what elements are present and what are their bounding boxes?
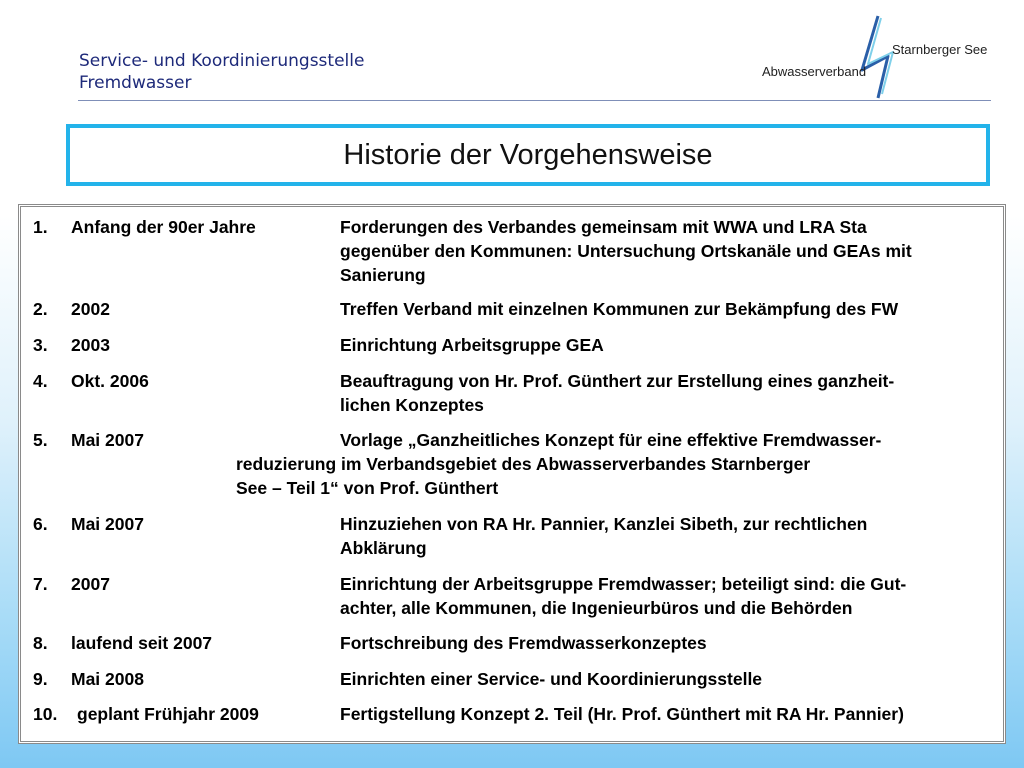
lightning-wave-logo-icon bbox=[848, 12, 908, 102]
item-number: 7. bbox=[33, 574, 48, 594]
item-description-line: achter, alle Kommunen, die Ingenieurbüros und die Behörden bbox=[340, 598, 853, 618]
item-description-line: Einrichtung Arbeitsgruppe GEA bbox=[340, 335, 604, 355]
item-number: 10. bbox=[33, 704, 58, 724]
item-description-line: Fertigstellung Konzept 2. Teil (Hr. Prof. Günthert mit RA Hr. Pannier) bbox=[340, 704, 904, 724]
item-date: 2007 bbox=[71, 574, 110, 594]
item-description bbox=[340, 333, 995, 357]
item-description-line: Hinzuziehen von RA Hr. Pannier, Kanzlei Sibeth, zur rechtlichen bbox=[340, 514, 868, 534]
item-description-line: Abklärung bbox=[340, 538, 427, 558]
item-number: 6. bbox=[33, 514, 48, 534]
item-description bbox=[340, 631, 995, 655]
item-description bbox=[340, 369, 995, 417]
item-number: 2. bbox=[33, 299, 48, 319]
item-description bbox=[340, 667, 995, 691]
item-description-line: Beauftragung von Hr. Prof. Günthert zur Erstellung eines ganzheit- bbox=[340, 371, 895, 391]
item-description-line: reduzierung im Verbandsgebiet des Abwasserverbandes Starnberger bbox=[236, 454, 811, 474]
slide-title-box bbox=[66, 124, 990, 186]
item-date: laufend seit 2007 bbox=[71, 633, 213, 653]
item-date: Mai 2008 bbox=[71, 669, 144, 689]
item-date: Mai 2007 bbox=[71, 430, 144, 450]
item-description bbox=[340, 572, 995, 620]
item-date: 2003 bbox=[71, 335, 110, 355]
item-date: Anfang der 90er Jahre bbox=[71, 217, 256, 237]
item-description bbox=[340, 215, 995, 287]
item-number: 5. bbox=[33, 430, 48, 450]
item-date: Mai 2007 bbox=[71, 514, 144, 534]
organization-title bbox=[79, 50, 364, 94]
organization-title-line2: Fremdwasser bbox=[79, 73, 192, 93]
item-description bbox=[340, 297, 995, 321]
item-description-line: See – Teil 1“ von Prof. Günthert bbox=[236, 478, 499, 498]
item-description-line: Sanierung bbox=[340, 265, 426, 285]
item-description-line: Einrichtung der Arbeitsgruppe Fremdwasser; beteiligt sind: die Gut- bbox=[340, 574, 907, 594]
item-number: 4. bbox=[33, 371, 48, 391]
item-description-line: Forderungen des Verbandes gemeinsam mit WWA und LRA Sta bbox=[340, 217, 867, 237]
item-date: Okt. 2006 bbox=[71, 371, 149, 391]
item-number: 3. bbox=[33, 335, 48, 355]
item-description-line: lichen Konzeptes bbox=[340, 395, 484, 415]
item-description-continuation bbox=[236, 452, 810, 500]
item-description bbox=[340, 428, 995, 452]
slide-title: Historie der Vorgehensweise bbox=[343, 139, 713, 171]
item-number: 9. bbox=[33, 669, 48, 689]
item-description-line: Fortschreibung des Fremdwasserkonzeptes bbox=[340, 633, 707, 653]
item-number: 1. bbox=[33, 217, 48, 237]
item-number: 8. bbox=[33, 633, 48, 653]
item-date: geplant Frühjahr 2009 bbox=[77, 704, 259, 724]
item-description-line: Vorlage „Ganzheitliches Konzept für eine effektive Fremdwasser- bbox=[340, 430, 882, 450]
organization-title-line1: Service- und Koordinierungsstelle bbox=[79, 51, 365, 71]
item-description-line: gegenüber den Kommunen: Untersuchung Ortskanäle und GEAs mit bbox=[340, 241, 912, 261]
item-date: 2002 bbox=[71, 299, 110, 319]
item-description-line: Treffen Verband mit einzelnen Kommunen zur Bekämpfung des FW bbox=[340, 299, 899, 319]
header-divider bbox=[78, 100, 991, 101]
item-description bbox=[340, 512, 995, 560]
history-list bbox=[18, 204, 1006, 744]
item-description-line: Einrichten einer Service- und Koordinierungsstelle bbox=[340, 669, 763, 689]
association-logo bbox=[760, 12, 1000, 102]
logo-text-starnberger-see: Starnberger See bbox=[892, 42, 988, 57]
logo-text-abwasserverband: Abwasserverband bbox=[762, 64, 867, 79]
item-description bbox=[340, 702, 995, 726]
